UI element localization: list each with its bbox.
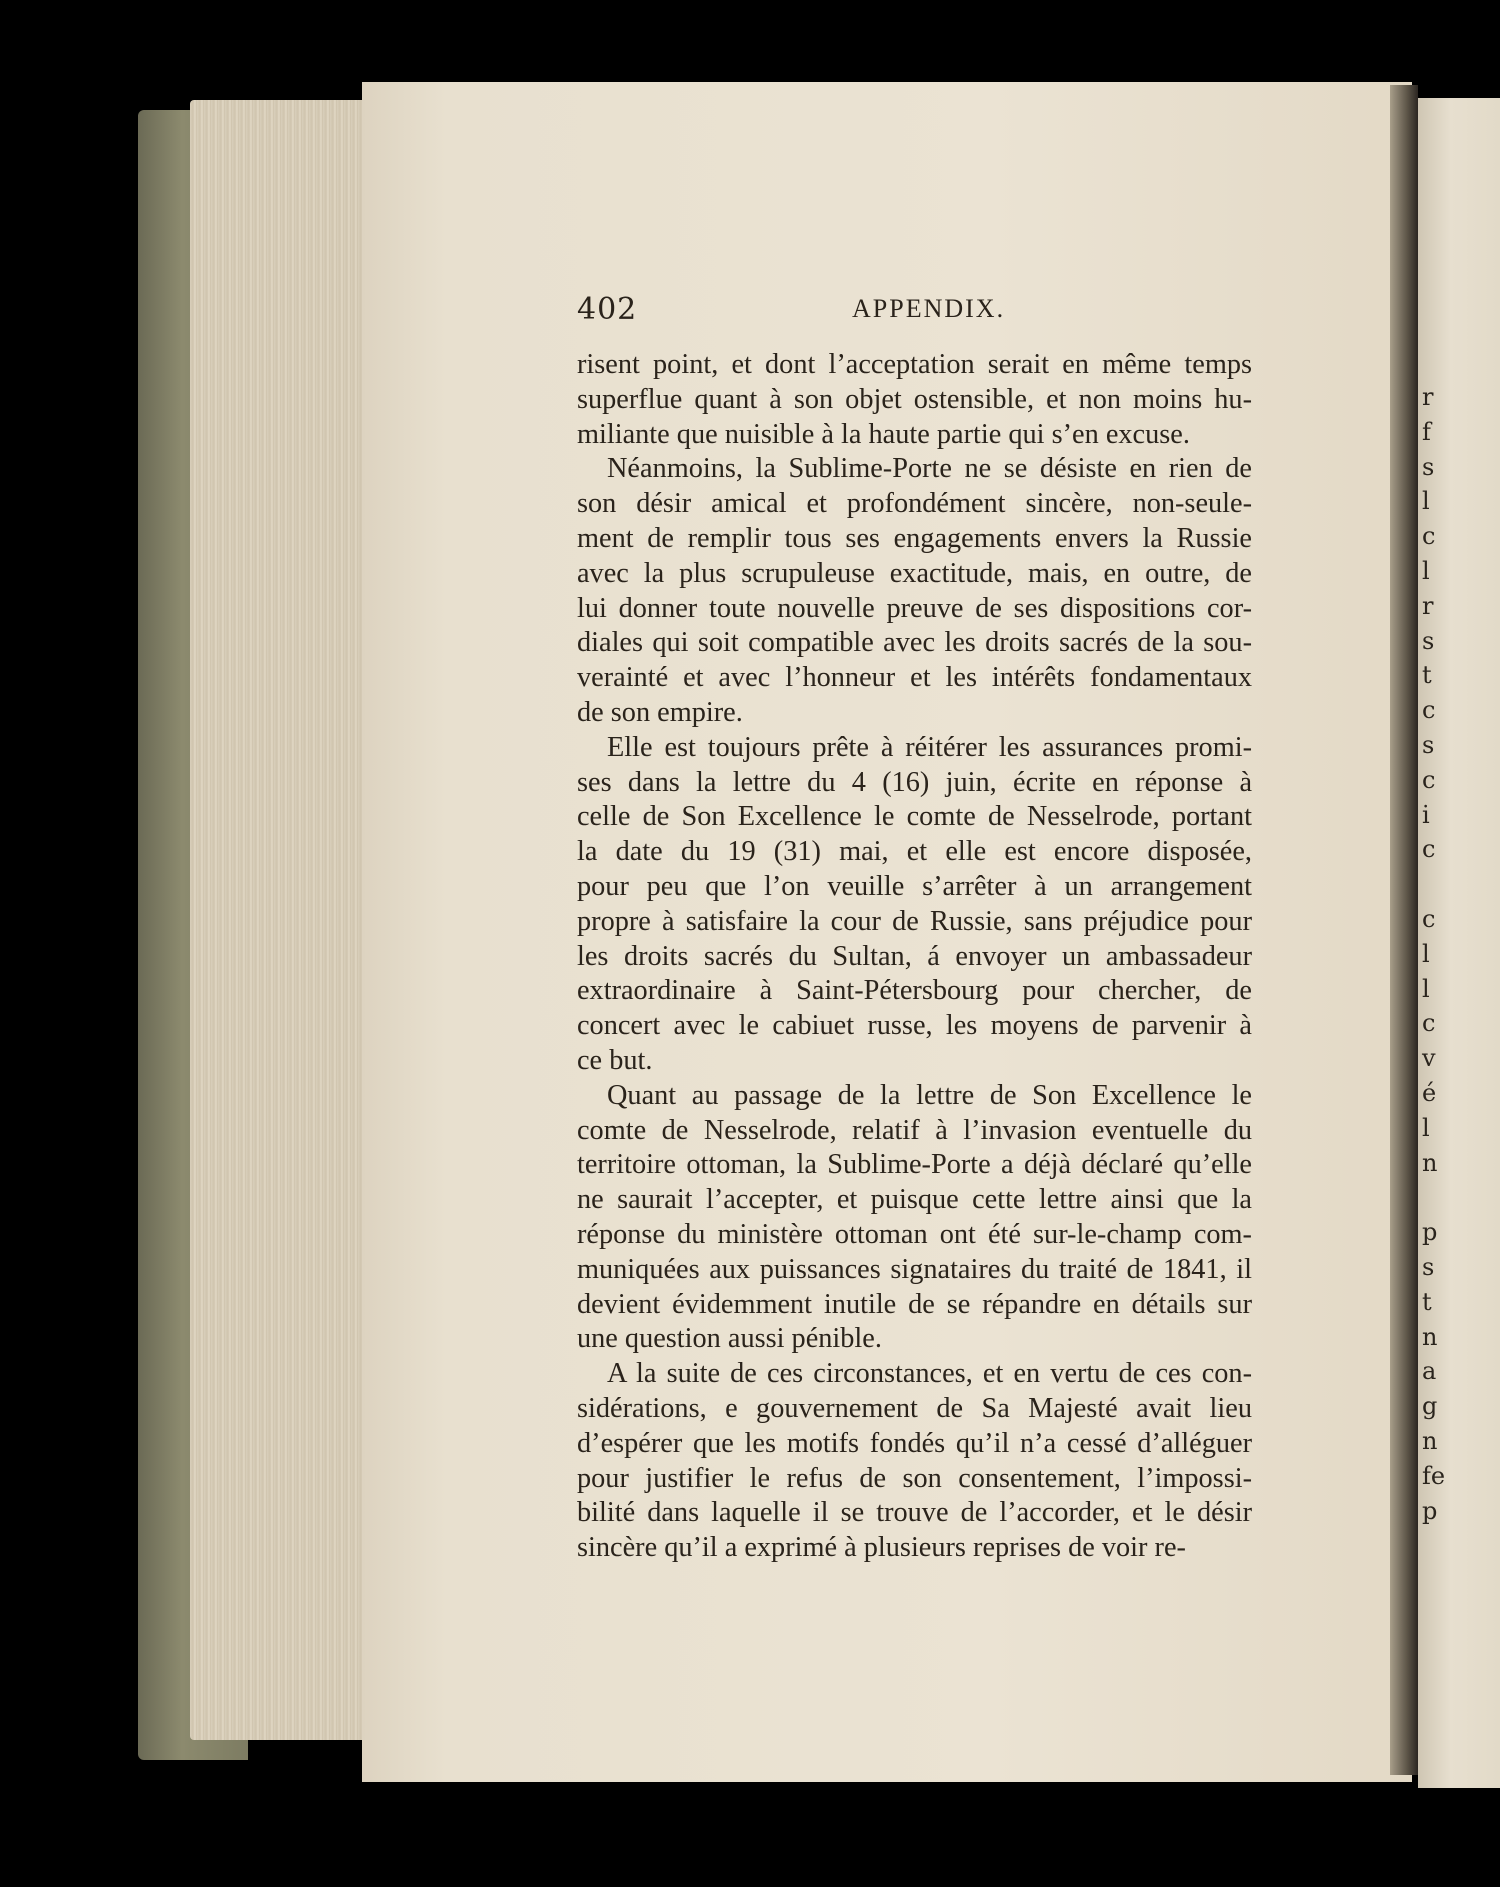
facing-page-fragment: é (1422, 1078, 1437, 1107)
paragraph (577, 452, 1252, 730)
facing-page-text (1422, 98, 1500, 1788)
gutter (1390, 85, 1418, 1775)
text-line: ses dans la lettre du 4 (16) juin, écrite en réponse à (577, 766, 1252, 798)
paragraph (577, 731, 1252, 1079)
text-line: Elle est toujours prête à réitérer les assurances promi- (607, 731, 1252, 763)
text-line: pour peu que l’on veuille s’arrêter à un arrangement (577, 870, 1252, 902)
text-line: Quant au passage de la lettre de Son Excellence le (607, 1079, 1252, 1111)
text-line: A la suite de ces circonstances, et en vertu de ces con- (607, 1358, 1252, 1390)
text-line: propre à satisfaire la cour de Russie, sans préjudice pour (577, 905, 1252, 937)
text-line: muniquées aux puissances signataires du traité de 1841, il (577, 1253, 1252, 1285)
facing-page-fragment: g (1422, 1392, 1438, 1421)
text-line: extraordinaire à Saint-Pétersbourg pour chercher, de (577, 975, 1252, 1007)
text-line: Néanmoins, la Sublime-Porte ne se désiste en rien de (607, 453, 1252, 485)
facing-page-fragment: n (1422, 1426, 1438, 1455)
facing-page-fragment: s (1422, 730, 1435, 759)
facing-page-fragment: c (1422, 765, 1436, 794)
facing-page-fragment: n (1422, 1322, 1438, 1351)
facing-page-fragment (1422, 867, 1500, 902)
facing-page-fragment: l (1422, 487, 1430, 516)
text-line: avec la plus scrupuleuse exactitude, mais, en outre, de (577, 557, 1252, 589)
facing-page-fragment: l (1422, 974, 1430, 1003)
facing-page-fragment: s (1422, 1252, 1435, 1281)
facing-page-fragment (1422, 1180, 1500, 1215)
facing-page-fragment: p (1422, 1496, 1438, 1525)
facing-page-fragment: i (1422, 800, 1430, 829)
text-line: son désir amical et profondément sincère, non-seule- (577, 488, 1252, 520)
facing-page-fragment: l (1422, 1113, 1430, 1142)
text-line: miliante que nuisible à la haute partie qui s’en excuse. (577, 418, 1190, 450)
facing-page-fragment: n (1422, 1148, 1438, 1177)
facing-page-fragment: l (1422, 556, 1430, 585)
facing-page-fragment: t (1422, 661, 1432, 690)
right-page (1418, 98, 1500, 1788)
text-line: ne saurait l’accepter, et puisque cette lettre ainsi que la (577, 1184, 1252, 1216)
facing-page-fragment: v (1422, 1044, 1436, 1073)
text-line: sincère qu’il a exprimé à plusieurs reprises de voir re- (577, 1532, 1186, 1564)
facing-page-fragment: f (1422, 417, 1431, 446)
text-line: bilité dans laquelle il se trouve de l’accorder, et le désir (577, 1497, 1252, 1529)
text-line: ment de remplir tous ses engagements envers la Russie (577, 522, 1252, 554)
running-title: APPENDIX. (852, 294, 1006, 323)
facing-page-fragment: r (1422, 591, 1434, 620)
text-line: réponse du ministère ottoman ont été sur-le-champ com- (577, 1218, 1252, 1250)
facing-page-fragment: c (1422, 522, 1436, 551)
text-line: d’espérer que les motifs fondés qu’il n’a cessé d’alléguer (577, 1427, 1252, 1459)
text-line: pour justifier le refus de son consentement, l’impossi- (577, 1462, 1252, 1494)
running-head (577, 292, 1252, 332)
facing-page-fragment: a (1422, 1357, 1437, 1386)
body-text (577, 348, 1252, 1566)
text-line: verainté et avec l’honneur et les intérêts fondamentaux (577, 662, 1252, 694)
facing-page-fragment: s (1422, 626, 1435, 655)
text-line: territoire ottoman, la Sublime-Porte a déjà déclaré qu’elle (577, 1149, 1252, 1181)
facing-page-fragment: fe (1422, 1461, 1446, 1490)
paragraph (577, 1357, 1252, 1566)
text-line: de son empire. (577, 696, 743, 728)
facing-page-fragment: r (1422, 383, 1434, 411)
facing-page-fragment: c (1422, 1009, 1436, 1038)
page-number: 402 (577, 292, 638, 327)
facing-page-fragment: c (1422, 835, 1436, 864)
text-line: les droits sacrés du Sultan, á envoyer un ambassadeur (577, 940, 1252, 972)
text-line: ce but. (577, 1044, 653, 1076)
text-line: sidérations, e gouvernement de Sa Majesté avait lieu (577, 1392, 1252, 1424)
text-line: superflue quant à son objet ostensible, et non moins hu- (577, 383, 1252, 415)
text-line: diales qui soit compatible avec les droits sacrés de la sou- (577, 627, 1252, 659)
text-line: devient évidemment inutile de se répandre en détails sur (577, 1288, 1252, 1320)
text-line: risent point, et dont l’acceptation serait en même temps (577, 349, 1252, 380)
page-edges (190, 100, 390, 1740)
paragraph (577, 1079, 1252, 1357)
facing-page-fragment: c (1422, 696, 1436, 725)
text-line: celle de Son Excellence le comte de Nesselrode, portant (577, 801, 1252, 833)
text-line: concert avec le cabiuet russe, les moyens de parvenir à (577, 1010, 1252, 1042)
paragraph (577, 348, 1252, 452)
facing-page-fragment: p (1422, 1218, 1438, 1247)
text-line: comte de Nesselrode, relatif à l’invasion eventuelle du (577, 1114, 1252, 1146)
facing-page-fragment: s (1422, 452, 1435, 481)
facing-page-fragment: t (1422, 1287, 1432, 1316)
text-line: lui donner toute nouvelle preuve de ses dispositions cor- (577, 592, 1252, 624)
facing-page-fragment: c (1422, 904, 1436, 933)
facing-page-fragment: l (1422, 939, 1430, 968)
text-line: la date du 19 (31) mai, et elle est encore disposée, (577, 836, 1252, 868)
text-line: une question aussi pénible. (577, 1323, 882, 1355)
